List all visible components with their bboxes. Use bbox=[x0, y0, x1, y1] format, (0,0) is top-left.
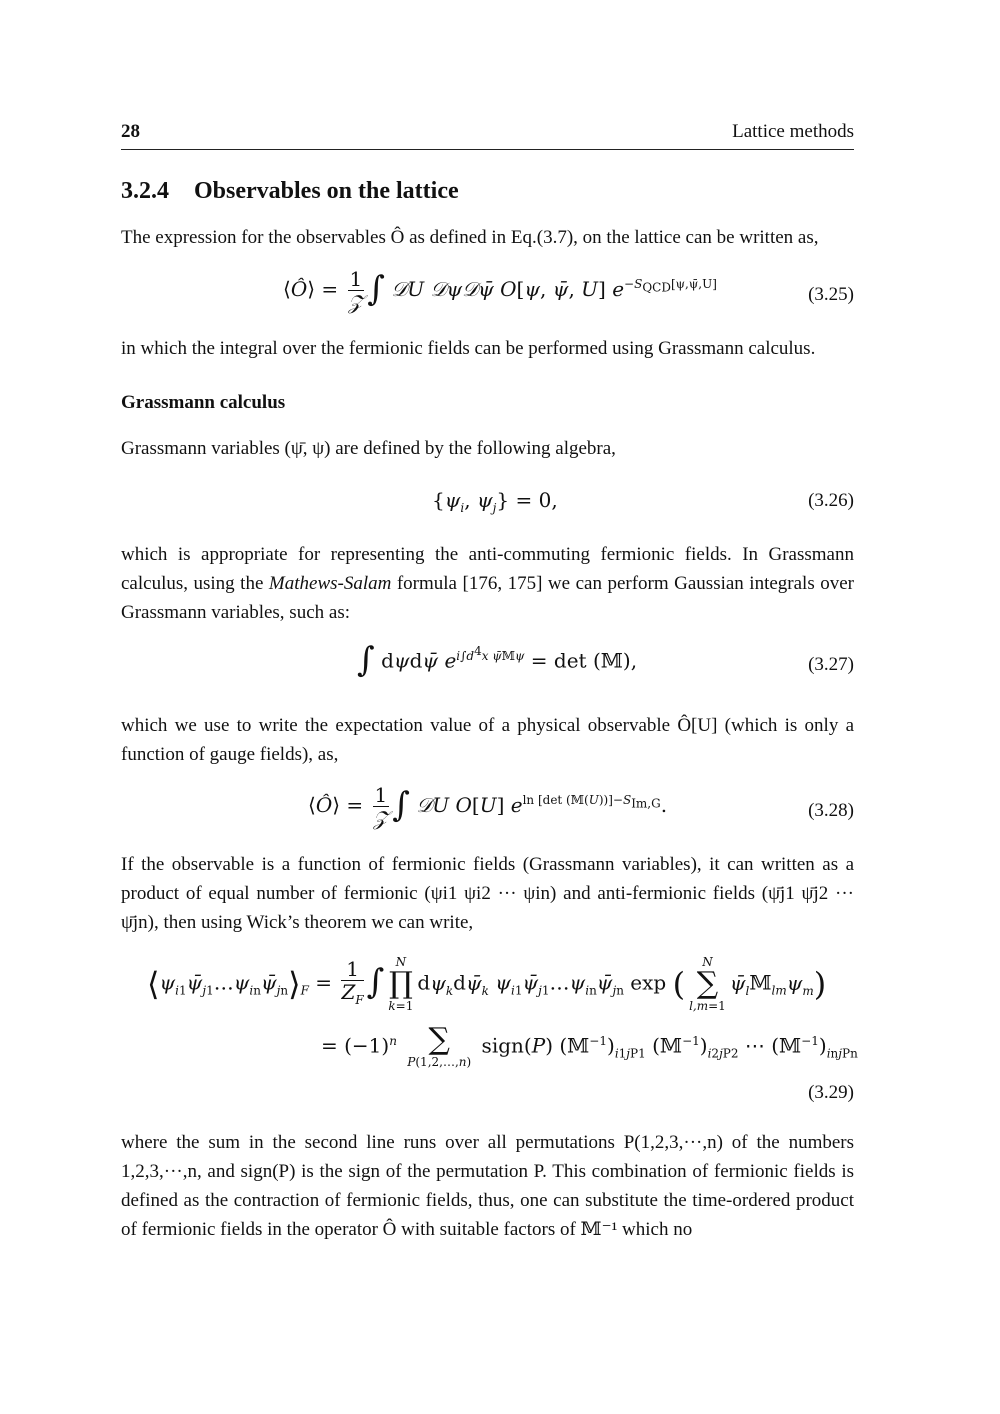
paragraph-4-text-b: formula [176, 175] we can perform Gaussian integrals over Grassmann variables, such as: bbox=[121, 573, 854, 623]
section-title: Observables on the lattice bbox=[194, 178, 459, 204]
equation-3-28-body: ⟨Ô⟩ = $\frac{1}{\text{𝒵}}$ ∫ 𝒟U O[U] $e^{ln [det (𝕄(U))]-S_{Im,G}}$. bbox=[308, 783, 668, 830]
equation-3-29 bbox=[121, 955, 858, 1105]
equation-3-29-line1: $⟨\psi_{i1}\psī_{j1}\dots\psi_{in}\psī_{jn}⟩_F$ = $\frac{1}{Z_F}$ ∫ N ∏ k=1 $d\psi_kd\psī_k$ $\psi_{i1}\psī_{j1}\dots\psi_{in}\psī_{jn}$ exp ( N ∑ l,m=1 $\psī_l𝕄_{lm}\psi_m$) bbox=[147, 955, 827, 1013]
equation-number: (3.29) bbox=[808, 1082, 854, 1103]
section-number: 3.2.4 bbox=[121, 178, 169, 204]
equation-number: (3.26) bbox=[808, 490, 854, 511]
equation-3-26 bbox=[121, 486, 854, 518]
equation-number: (3.28) bbox=[808, 800, 854, 821]
equation-number: (3.27) bbox=[808, 654, 854, 675]
subheading-grassmann: Grassmann calculus bbox=[121, 392, 286, 413]
equation-3-27 bbox=[121, 640, 854, 690]
paragraph-4 bbox=[121, 540, 854, 627]
paragraph-6: If the observable is a function of fermionic fields (Grassmann variables), it can written as a product of equal number of fermionic (ψi1 ψi2 ··· ψin) and anti-fermionic fields (ψ̄j1 ψ̄j2 ··· ψ̄jn), then using Wick’s theorem we can write, bbox=[121, 854, 854, 933]
equation-3-25-body: ⟨Ô⟩ = $\frac{1}{\text{𝒵}}$ ∫ 𝒟U 𝒟ψ𝒟ψ̄ O[ψ, ψ̄, U] $e^{-S_{QCD}[\psi,\psī,U]}$ bbox=[283, 267, 717, 314]
equation-number: (3.25) bbox=[808, 284, 854, 305]
paragraph-2: in which the integral over the fermionic fields can be performed using Grassmann calculus. bbox=[121, 338, 816, 359]
paragraph-3: Grassmann variables (ψ̄, ψ) are defined by the following algebra, bbox=[121, 438, 616, 459]
paragraph-5: which we use to write the expectation value of a physical observable Ô[U] (which is only a function of gauge fields), as, bbox=[121, 715, 854, 765]
equation-3-27-body: ∫ dψdψ̄ $e^{i\int d^4x \psī𝕄\psi} = \det$ (𝕄), bbox=[357, 640, 638, 680]
paragraph-4-text-a: which is appropriate for representing the anti-commuting fermionic fields. In Grassmann calculus, using the bbox=[121, 544, 854, 594]
page-number: 28 bbox=[121, 121, 140, 142]
paragraph-7: where the sum in the second line runs over all permutations P(1,2,3,···,n) of the numbers 1,2,3,···,n, and sign(P) is the sign of the permutation P. This combination of fermionic fields is defined as the contraction of fermionic fields, thus, one can substitute the time-ordered product of fermionic fields in the operator Ô with suitable factors of 𝕄⁻¹ which no bbox=[121, 1132, 854, 1240]
section-heading bbox=[121, 178, 459, 205]
paragraph-1: The expression for the observables Ô as defined in Eq.(3.7), on the lattice can be written as, bbox=[121, 227, 819, 248]
equation-3-28 bbox=[121, 782, 854, 840]
equation-3-29-line2: = $(-1)^n$ ∑ P(1,2,…,n) sign(P) $(𝕄^{-1})_{i1jP1}$ $(𝕄^{-1})_{i2jP2}$ ⋯ $(𝕄^{-1})_{injPn}$ bbox=[321, 1022, 858, 1069]
equation-3-26-body: {$\psi_i$, $\psi_j\} = 0$, bbox=[432, 488, 558, 515]
page-header bbox=[121, 121, 854, 150]
running-title: Lattice methods bbox=[732, 121, 854, 142]
equation-3-25 bbox=[121, 266, 854, 324]
paragraph-4-italic: Mathews-Salam bbox=[268, 573, 392, 594]
